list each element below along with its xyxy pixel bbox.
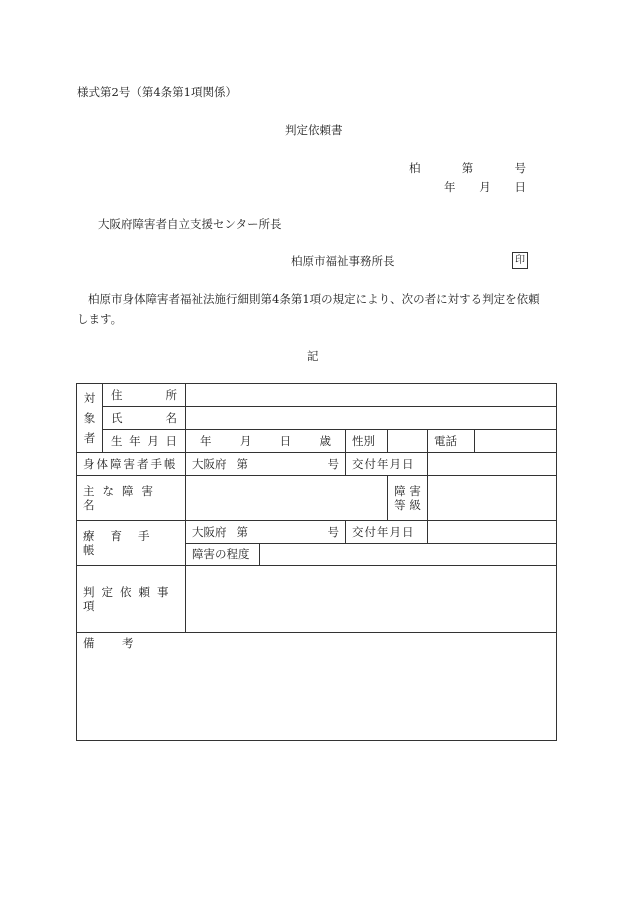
request-form-table <box>76 383 557 741</box>
document-title: 判定依頼書 <box>285 123 343 137</box>
issue-date-header <box>444 182 526 194</box>
address-field[interactable] <box>186 384 557 407</box>
sex-field[interactable] <box>388 430 428 453</box>
ref-go: 号 <box>514 161 526 175</box>
pd-issue-date-field[interactable] <box>428 453 557 476</box>
severity-field[interactable] <box>260 544 557 566</box>
main-disability-label: 主な障害名 <box>77 476 186 521</box>
request-items-label: 判定依頼事項 <box>77 566 186 633</box>
ki-marker: 記 <box>307 349 319 363</box>
severity-label: 障害の程度 <box>186 544 260 566</box>
ryoiku-number-field[interactable]: 大阪府 第 号 <box>186 521 346 544</box>
seal-mark: 印 <box>512 252 528 269</box>
name-field[interactable] <box>186 407 557 430</box>
name-label: 氏 名 <box>103 407 186 430</box>
remarks-section[interactable] <box>77 633 557 741</box>
recipient: 大阪府障害者自立支援センター所長 <box>98 217 282 231</box>
ryoiku-issue-date-field[interactable] <box>428 521 557 544</box>
dob-label: 生 年 月 日 <box>103 430 186 453</box>
ref-dai: 第 <box>461 161 474 175</box>
body-text-line2: します。 <box>77 312 123 326</box>
disability-grade-field[interactable] <box>428 476 557 521</box>
pd-certificate-number-field[interactable]: 大阪府 第 号 <box>186 453 346 476</box>
request-items-field[interactable] <box>186 566 557 633</box>
pd-certificate-label: 身体障害者手帳 <box>77 453 186 476</box>
main-disability-field[interactable] <box>186 476 388 521</box>
dob-age-field[interactable]: 年 月 日 歳 <box>186 430 346 453</box>
ryoiku-label: 療育手帳 <box>77 521 186 566</box>
phone-field[interactable] <box>475 430 557 453</box>
remarks-label: 備 考 <box>83 636 142 650</box>
sender: 柏原市福祉事務所長 <box>291 254 395 268</box>
address-label: 住 所 <box>103 384 186 407</box>
pd-issue-date-label: 交付年月日 <box>346 453 428 476</box>
sex-label: 性別 <box>346 430 388 453</box>
body-text-line1: 柏原市身体障害者福祉法施行細則第4条第1項の規定により、次の者に対する判定を依頼 <box>88 292 540 306</box>
date-day: 日 <box>514 180 526 194</box>
form-number: 様式第2号（第4条第1項関係） <box>77 85 237 99</box>
reference-number <box>409 163 526 175</box>
subject-label: 対 象 者 <box>77 384 103 453</box>
ryoiku-issue-date-label: 交付年月日 <box>346 521 428 544</box>
phone-label: 電話 <box>428 430 475 453</box>
ref-prefix: 柏 <box>409 161 421 175</box>
date-month: 月 <box>479 180 491 194</box>
date-year: 年 <box>444 180 456 194</box>
disability-grade-label: 障 害 等 級 <box>388 476 428 521</box>
